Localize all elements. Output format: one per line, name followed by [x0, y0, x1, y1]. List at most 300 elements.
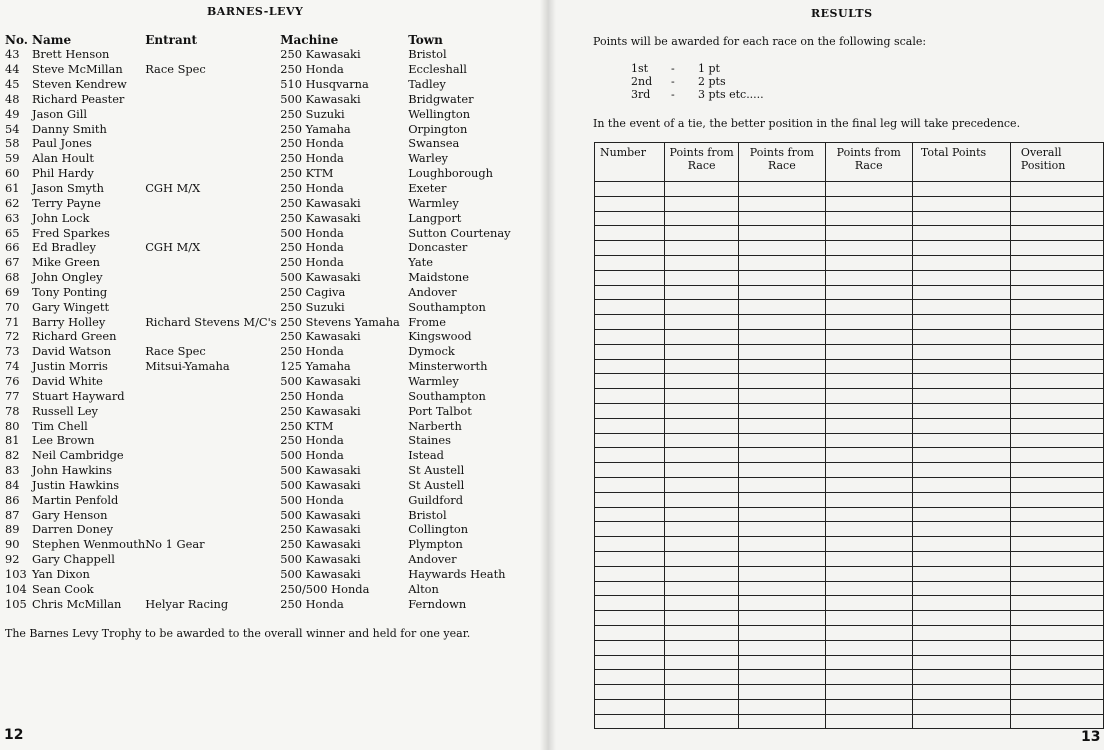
- results-cell[interactable]: [739, 463, 825, 478]
- entry-machine: 250 Honda: [280, 433, 344, 448]
- results-cell[interactable]: [912, 551, 1010, 566]
- results-cell[interactable]: [1010, 226, 1103, 241]
- results-cell[interactable]: [595, 655, 665, 670]
- entry-town: Ferndown: [408, 596, 467, 611]
- entry-entrant: [145, 403, 280, 418]
- results-cell[interactable]: [1010, 685, 1103, 700]
- results-cell[interactable]: [825, 196, 912, 211]
- results-cell[interactable]: [739, 699, 825, 714]
- results-cell[interactable]: [825, 463, 912, 478]
- results-cell[interactable]: [825, 611, 912, 626]
- results-cell[interactable]: [665, 255, 739, 270]
- results-cell[interactable]: [739, 389, 825, 404]
- entry-town: Loughborough: [408, 166, 494, 181]
- entry-row: [5, 285, 518, 300]
- entry-town: Warley: [408, 151, 448, 166]
- results-cell[interactable]: [739, 418, 825, 433]
- results-cell[interactable]: [825, 211, 912, 226]
- results-cell[interactable]: [912, 226, 1010, 241]
- entry-number: 66: [5, 240, 20, 255]
- entry-name: Steve McMillan: [32, 62, 123, 77]
- results-cell[interactable]: [739, 241, 825, 256]
- results-cell[interactable]: [825, 329, 912, 344]
- results-cell[interactable]: [1010, 492, 1103, 507]
- results-cell[interactable]: [1010, 433, 1103, 448]
- results-cell[interactable]: [912, 492, 1010, 507]
- results-cell[interactable]: [1010, 300, 1103, 315]
- results-cell[interactable]: [739, 507, 825, 522]
- results-cell[interactable]: [825, 477, 912, 492]
- entry-row: [5, 255, 518, 270]
- results-cell[interactable]: [1010, 537, 1103, 552]
- entry-machine: 250/500 Honda: [280, 581, 370, 596]
- results-cell[interactable]: [825, 566, 912, 581]
- results-cell[interactable]: [1010, 196, 1103, 211]
- results-cell[interactable]: [595, 699, 665, 714]
- results-cell[interactable]: [595, 433, 665, 448]
- results-cell[interactable]: [912, 670, 1010, 685]
- results-cell[interactable]: [595, 670, 665, 685]
- results-cell[interactable]: [739, 522, 825, 537]
- entry-entrant: [145, 374, 280, 389]
- entry-number: 49: [5, 106, 20, 121]
- results-cell[interactable]: [825, 359, 912, 374]
- results-cell[interactable]: [595, 448, 665, 463]
- results-cell[interactable]: [912, 403, 1010, 418]
- results-cell[interactable]: [825, 433, 912, 448]
- entry-entrant: [145, 329, 280, 344]
- results-cell[interactable]: [665, 655, 739, 670]
- results-cell[interactable]: [739, 344, 825, 359]
- results-cell[interactable]: [665, 463, 739, 478]
- entry-number: 68: [5, 270, 20, 285]
- header-line-1: Points from: [669, 146, 734, 159]
- results-cell[interactable]: [825, 685, 912, 700]
- results-cell[interactable]: [1010, 448, 1103, 463]
- results-row: [595, 329, 1104, 344]
- results-cell[interactable]: [1010, 699, 1103, 714]
- results-cell[interactable]: [665, 492, 739, 507]
- results-cell[interactable]: [912, 285, 1010, 300]
- entry-row: [5, 537, 518, 552]
- results-cell[interactable]: [665, 714, 739, 729]
- results-cell[interactable]: [912, 699, 1010, 714]
- results-cell[interactable]: [665, 315, 739, 330]
- results-cell[interactable]: [739, 685, 825, 700]
- results-cell[interactable]: [595, 714, 665, 729]
- entry-number: 72: [5, 329, 20, 344]
- results-cell[interactable]: [912, 211, 1010, 226]
- results-cell[interactable]: [665, 640, 739, 655]
- results-cell[interactable]: [665, 581, 739, 596]
- results-cell[interactable]: [595, 241, 665, 256]
- results-cell[interactable]: [825, 374, 912, 389]
- results-cell[interactable]: [665, 270, 739, 285]
- entry-number: 73: [5, 344, 20, 359]
- results-cell[interactable]: [665, 389, 739, 404]
- scale-points: 2 pts: [698, 75, 726, 88]
- left-page: [0, 0, 548, 750]
- results-cell[interactable]: [912, 714, 1010, 729]
- results-cell[interactable]: [665, 699, 739, 714]
- entry-row: [5, 433, 518, 448]
- results-cell[interactable]: [825, 285, 912, 300]
- results-cell[interactable]: [1010, 463, 1103, 478]
- results-cell[interactable]: [665, 625, 739, 640]
- header-line-1: Points from: [749, 146, 814, 159]
- results-cell[interactable]: [595, 581, 665, 596]
- results-cell[interactable]: [1010, 329, 1103, 344]
- results-cell[interactable]: [739, 255, 825, 270]
- points-intro: Points will be awarded for each race on the following scale:: [593, 35, 927, 48]
- results-cell[interactable]: [665, 522, 739, 537]
- results-cell[interactable]: [665, 685, 739, 700]
- results-cell[interactable]: [1010, 211, 1103, 226]
- results-cell[interactable]: [595, 344, 665, 359]
- results-cell[interactable]: [595, 507, 665, 522]
- results-cell[interactable]: [825, 699, 912, 714]
- results-cell[interactable]: [739, 315, 825, 330]
- results-cell[interactable]: [1010, 270, 1103, 285]
- entry-machine: 510 Husqvarna: [280, 77, 369, 92]
- entry-entrant: [145, 285, 280, 300]
- results-cell[interactable]: [1010, 418, 1103, 433]
- results-cell[interactable]: [665, 359, 739, 374]
- entry-name: Stephen Wenmouth: [32, 537, 146, 552]
- results-cell[interactable]: [595, 300, 665, 315]
- results-cell[interactable]: [1010, 241, 1103, 256]
- entry-machine: 250 Honda: [280, 255, 344, 270]
- results-cell[interactable]: [912, 344, 1010, 359]
- results-cell[interactable]: [1010, 507, 1103, 522]
- results-cell[interactable]: [595, 315, 665, 330]
- entry-name: Jason Smyth: [32, 181, 104, 196]
- results-cell[interactable]: [1010, 625, 1103, 640]
- results-cell[interactable]: [739, 196, 825, 211]
- results-cell[interactable]: [595, 596, 665, 611]
- entry-row: [5, 92, 518, 107]
- results-cell[interactable]: [739, 596, 825, 611]
- results-cell[interactable]: [912, 241, 1010, 256]
- entry-name: Tim Chell: [32, 418, 88, 433]
- results-cell[interactable]: [595, 477, 665, 492]
- results-cell[interactable]: [825, 551, 912, 566]
- results-cell[interactable]: [595, 226, 665, 241]
- results-cell[interactable]: [665, 285, 739, 300]
- results-cell[interactable]: [595, 359, 665, 374]
- results-cell[interactable]: [595, 329, 665, 344]
- results-cell[interactable]: [739, 625, 825, 640]
- results-cell[interactable]: [739, 359, 825, 374]
- results-cell[interactable]: [739, 714, 825, 729]
- results-cell[interactable]: [595, 566, 665, 581]
- header-town: Town: [408, 33, 443, 47]
- entry-number: 69: [5, 284, 20, 299]
- results-cell[interactable]: [739, 448, 825, 463]
- entry-machine: 500 Honda: [280, 448, 344, 463]
- results-cell[interactable]: [1010, 374, 1103, 389]
- results-cell[interactable]: [595, 285, 665, 300]
- entry-entrant: [145, 106, 280, 121]
- results-cell[interactable]: [912, 196, 1010, 211]
- results-cell[interactable]: [825, 241, 912, 256]
- results-column-header: [825, 143, 912, 182]
- results-cell[interactable]: [739, 492, 825, 507]
- results-cell[interactable]: [912, 522, 1010, 537]
- results-cell[interactable]: [595, 270, 665, 285]
- results-cell[interactable]: [825, 448, 912, 463]
- results-cell[interactable]: [595, 640, 665, 655]
- results-cell[interactable]: [912, 255, 1010, 270]
- results-cell[interactable]: [665, 433, 739, 448]
- entry-row: [5, 477, 518, 492]
- results-cell[interactable]: [825, 492, 912, 507]
- results-cell[interactable]: [739, 670, 825, 685]
- results-cell[interactable]: [595, 211, 665, 226]
- results-row: [595, 581, 1104, 596]
- results-cell[interactable]: [595, 182, 665, 197]
- results-cell[interactable]: [665, 300, 739, 315]
- results-cell[interactable]: [665, 226, 739, 241]
- results-row: [595, 640, 1104, 655]
- entry-town: Kingswood: [408, 329, 472, 344]
- results-cell[interactable]: [825, 596, 912, 611]
- page-number-right: 13: [1081, 729, 1101, 745]
- results-cell[interactable]: [1010, 315, 1103, 330]
- entry-list-table: [5, 33, 518, 611]
- results-cell[interactable]: [665, 551, 739, 566]
- entry-name: Terry Payne: [32, 195, 101, 210]
- results-cell[interactable]: [595, 196, 665, 211]
- entry-row: [5, 581, 518, 596]
- results-cell[interactable]: [1010, 255, 1103, 270]
- results-cell[interactable]: [912, 625, 1010, 640]
- results-cell[interactable]: [912, 433, 1010, 448]
- results-cell[interactable]: [912, 537, 1010, 552]
- results-cell[interactable]: [739, 182, 825, 197]
- results-cell[interactable]: [665, 507, 739, 522]
- entry-name: Stuart Hayward: [32, 388, 125, 403]
- header-name: Name: [32, 33, 72, 47]
- results-cell[interactable]: [739, 537, 825, 552]
- results-cell[interactable]: [595, 611, 665, 626]
- entry-number: 63: [5, 210, 20, 225]
- results-cell[interactable]: [825, 507, 912, 522]
- entry-town: Southampton: [408, 388, 486, 403]
- scale-dash: -: [671, 62, 675, 75]
- results-cell[interactable]: [912, 359, 1010, 374]
- header-line-2: Race: [767, 159, 796, 172]
- results-cell[interactable]: [825, 537, 912, 552]
- results-cell[interactable]: [665, 403, 739, 418]
- results-cell[interactable]: [595, 522, 665, 537]
- results-cell[interactable]: [665, 670, 739, 685]
- results-cell[interactable]: [912, 581, 1010, 596]
- results-cell[interactable]: [739, 270, 825, 285]
- results-cell[interactable]: [739, 655, 825, 670]
- results-column-header: [912, 143, 1010, 182]
- entry-row: [5, 181, 518, 196]
- results-cell[interactable]: [912, 611, 1010, 626]
- results-cell[interactable]: [739, 551, 825, 566]
- results-cell[interactable]: [1010, 359, 1103, 374]
- entry-row: [5, 492, 518, 507]
- header-line-1: Total Points: [920, 146, 987, 159]
- results-cell[interactable]: [1010, 714, 1103, 729]
- results-cell[interactable]: [665, 241, 739, 256]
- results-cell[interactable]: [665, 418, 739, 433]
- results-row: [595, 714, 1104, 729]
- results-cell[interactable]: [1010, 182, 1103, 197]
- results-cell[interactable]: [1010, 670, 1103, 685]
- results-cell[interactable]: [665, 329, 739, 344]
- entry-row: [5, 225, 518, 240]
- results-cell[interactable]: [739, 226, 825, 241]
- results-cell[interactable]: [912, 640, 1010, 655]
- entry-entrant: [145, 210, 280, 225]
- results-cell[interactable]: [912, 270, 1010, 285]
- entry-name: Richard Green: [32, 329, 117, 344]
- results-cell[interactable]: [1010, 522, 1103, 537]
- results-cell[interactable]: [739, 300, 825, 315]
- entry-row: [5, 47, 518, 62]
- results-cell[interactable]: [912, 418, 1010, 433]
- entry-machine: 500 Kawasaki: [280, 552, 361, 567]
- results-cell[interactable]: [595, 418, 665, 433]
- results-cell[interactable]: [1010, 285, 1103, 300]
- results-cell[interactable]: [595, 551, 665, 566]
- results-cell[interactable]: [595, 492, 665, 507]
- results-cell[interactable]: [1010, 611, 1103, 626]
- results-cell[interactable]: [825, 670, 912, 685]
- entry-town: St Austell: [408, 463, 465, 478]
- results-cell[interactable]: [912, 374, 1010, 389]
- results-cell[interactable]: [665, 211, 739, 226]
- entry-row: [5, 463, 518, 478]
- scale-place: 2nd: [631, 75, 653, 88]
- results-row: [595, 463, 1104, 478]
- entry-machine: 500 Kawasaki: [280, 566, 361, 581]
- results-cell[interactable]: [595, 374, 665, 389]
- results-cell[interactable]: [739, 477, 825, 492]
- results-cell[interactable]: [1010, 477, 1103, 492]
- results-cell[interactable]: [739, 611, 825, 626]
- results-cell[interactable]: [825, 403, 912, 418]
- results-cell[interactable]: [1010, 581, 1103, 596]
- results-cell[interactable]: [825, 389, 912, 404]
- results-cell[interactable]: [825, 640, 912, 655]
- results-cell[interactable]: [1010, 389, 1103, 404]
- results-cell[interactable]: [825, 655, 912, 670]
- page-number-left: 12: [4, 727, 24, 743]
- results-cell[interactable]: [739, 285, 825, 300]
- results-cell[interactable]: [595, 685, 665, 700]
- right-page: [548, 0, 1104, 750]
- results-cell[interactable]: [912, 463, 1010, 478]
- results-cell[interactable]: [825, 714, 912, 729]
- results-cell[interactable]: [825, 300, 912, 315]
- results-cell[interactable]: [825, 581, 912, 596]
- results-cell[interactable]: [739, 403, 825, 418]
- results-cell[interactable]: [825, 270, 912, 285]
- results-cell[interactable]: [595, 389, 665, 404]
- entry-machine: 250 Suzuki: [280, 106, 345, 121]
- results-cell[interactable]: [825, 315, 912, 330]
- results-cell[interactable]: [912, 315, 1010, 330]
- entry-number: 54: [5, 121, 20, 136]
- results-cell[interactable]: [912, 389, 1010, 404]
- results-row: [595, 374, 1104, 389]
- results-cell[interactable]: [739, 566, 825, 581]
- results-cell[interactable]: [1010, 344, 1103, 359]
- results-cell[interactable]: [1010, 551, 1103, 566]
- results-cell[interactable]: [825, 418, 912, 433]
- results-cell[interactable]: [912, 448, 1010, 463]
- results-cell[interactable]: [595, 255, 665, 270]
- entry-town: Bristol: [408, 507, 447, 522]
- results-cell[interactable]: [595, 537, 665, 552]
- results-cell[interactable]: [665, 477, 739, 492]
- results-cell[interactable]: [1010, 655, 1103, 670]
- results-cell[interactable]: [912, 596, 1010, 611]
- results-cell[interactable]: [665, 344, 739, 359]
- results-cell[interactable]: [595, 463, 665, 478]
- header-line-2: Position: [1020, 159, 1066, 172]
- results-cell[interactable]: [739, 211, 825, 226]
- results-cell[interactable]: [665, 596, 739, 611]
- results-cell[interactable]: [1010, 403, 1103, 418]
- results-cell[interactable]: [825, 226, 912, 241]
- results-cell[interactable]: [912, 685, 1010, 700]
- entry-entrant: [145, 418, 280, 433]
- results-cell[interactable]: [739, 329, 825, 344]
- results-cell[interactable]: [1010, 566, 1103, 581]
- entry-town: Istead: [408, 448, 444, 463]
- results-cell[interactable]: [825, 182, 912, 197]
- results-cell[interactable]: [825, 625, 912, 640]
- results-cell[interactable]: [665, 374, 739, 389]
- results-cell[interactable]: [1010, 640, 1103, 655]
- results-cell[interactable]: [665, 611, 739, 626]
- results-cell[interactable]: [665, 196, 739, 211]
- results-cell[interactable]: [912, 477, 1010, 492]
- entry-machine: 250 Honda: [280, 181, 344, 196]
- results-cell[interactable]: [739, 374, 825, 389]
- results-cell[interactable]: [595, 403, 665, 418]
- results-cell[interactable]: [1010, 596, 1103, 611]
- results-cell[interactable]: [739, 581, 825, 596]
- results-row: [595, 448, 1104, 463]
- results-cell[interactable]: [912, 300, 1010, 315]
- results-cell[interactable]: [912, 182, 1010, 197]
- results-cell[interactable]: [595, 625, 665, 640]
- results-cell[interactable]: [825, 255, 912, 270]
- results-cell[interactable]: [665, 537, 739, 552]
- entry-row: [5, 507, 518, 522]
- results-cell[interactable]: [912, 566, 1010, 581]
- results-cell[interactable]: [825, 522, 912, 537]
- results-cell[interactable]: [665, 182, 739, 197]
- results-cell[interactable]: [739, 640, 825, 655]
- results-cell[interactable]: [825, 344, 912, 359]
- results-cell[interactable]: [739, 433, 825, 448]
- entry-name: David Watson: [32, 344, 112, 359]
- results-cell[interactable]: [912, 329, 1010, 344]
- results-cell[interactable]: [665, 566, 739, 581]
- results-cell[interactable]: [665, 448, 739, 463]
- results-cell[interactable]: [912, 507, 1010, 522]
- results-cell[interactable]: [912, 655, 1010, 670]
